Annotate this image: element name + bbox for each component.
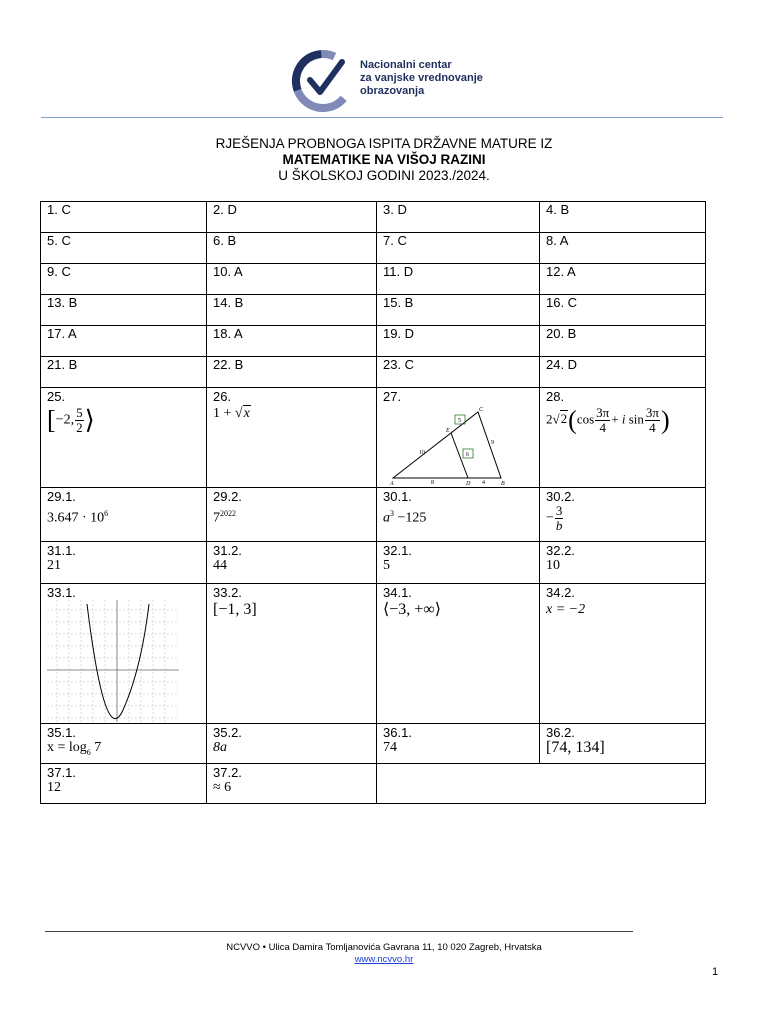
answer-25-math: [−2, $\frac{5}{2}$ ⟩ xyxy=(47,405,95,435)
fraction: $\frac{5}{2}$ xyxy=(76,405,83,435)
answer-cell-27 xyxy=(377,388,540,488)
answer-35-1-math xyxy=(47,740,200,760)
right-angle-bracket: ⟩ xyxy=(84,405,95,435)
table-row xyxy=(41,357,706,388)
question-number: 30.2. xyxy=(546,489,575,504)
question-number: 33.1. xyxy=(47,585,76,600)
question-number: 32.1. xyxy=(383,543,412,558)
logo-line-2: za vanjske vrednovanje xyxy=(360,72,483,84)
answer-30-1-math xyxy=(383,506,533,526)
answer-cell: 16. C xyxy=(540,295,706,326)
logo-line-3: obrazovanja xyxy=(360,85,425,97)
answer-cell: 18. A xyxy=(207,326,377,357)
table-row xyxy=(41,264,706,295)
answer-value: 5 xyxy=(383,558,390,573)
denominator: b xyxy=(555,518,563,533)
answer-cell-35-1 xyxy=(41,724,207,764)
table-row xyxy=(41,488,706,542)
header-divider xyxy=(41,117,723,118)
answer-value: ≈ 6 xyxy=(213,780,232,795)
logo-line-1: Nacionalni centar xyxy=(360,59,452,71)
vertex-c: C xyxy=(479,407,484,413)
table-row xyxy=(41,326,706,357)
log-base: 6 xyxy=(86,747,91,757)
answer-cell-32-2 xyxy=(540,542,706,584)
vertex-a: A xyxy=(390,481,394,486)
question-number: 27. xyxy=(383,389,402,404)
numerator: 3 xyxy=(555,503,563,518)
side-10: 10 xyxy=(419,450,425,456)
exponent: 2022 xyxy=(220,509,236,518)
table-row xyxy=(41,295,706,326)
suffix-text: 7 xyxy=(90,740,102,755)
vertex-d: D xyxy=(466,481,471,486)
page-title xyxy=(0,136,768,184)
answer-cell-33-2 xyxy=(207,584,377,724)
exponent: 6 xyxy=(104,509,109,518)
question-number: 28. xyxy=(546,389,565,404)
box-label-5: 5 xyxy=(458,418,461,424)
footer-address: NCVVO • Ulica Damira Tomljanovića Gavrana 11, 10 020 Zagreb, Hrvatska xyxy=(226,942,542,953)
question-number: 26. xyxy=(213,389,232,404)
question-number: 31.2. xyxy=(213,543,242,558)
answer-26-math: 1 + √x xyxy=(213,406,250,421)
answer-value: 74 xyxy=(383,740,397,755)
sign: − xyxy=(546,510,554,526)
answer-cell-30-1 xyxy=(377,488,540,542)
question-number: 35.2. xyxy=(213,725,242,740)
answer-cell-29-2 xyxy=(207,488,377,542)
question-number: 36.1. xyxy=(383,725,412,740)
side-9: 9 xyxy=(491,440,494,446)
table-row xyxy=(41,584,706,724)
answer-cell-26 xyxy=(207,388,377,488)
answer-value: [−1, 3] xyxy=(213,601,257,618)
answer-cell: 4. B xyxy=(540,202,706,233)
empty-cell xyxy=(377,764,706,804)
answer-cell-31-1 xyxy=(41,542,207,584)
answer-29-2-math xyxy=(213,506,370,526)
answer-cell-37-1 xyxy=(41,764,207,804)
question-number: 37.1. xyxy=(47,765,76,780)
answer-cell: 10. A xyxy=(207,264,377,295)
logo-text xyxy=(360,59,483,98)
answer-cell: 2. D xyxy=(207,202,377,233)
answer-value: ⟨−3, +∞⟩ xyxy=(383,601,441,618)
answer-cell: 6. B xyxy=(207,233,377,264)
answer-cell-32-1 xyxy=(377,542,540,584)
question-number: 34.2. xyxy=(546,585,575,600)
answer-cell-28 xyxy=(540,388,706,488)
question-number: 37.2. xyxy=(213,765,242,780)
base-text: 3.647 · 10 xyxy=(47,510,105,526)
answer-28-math: 2√2(cos $\frac{3\pi}{4}$ + i sin $\frac{3\pi}{4}$ ) xyxy=(546,405,670,435)
title-line-1: RJEŠENJA PROBNOGA ISPITA DRŽAVNE MATURE IZ xyxy=(215,136,553,151)
side-4: 4 xyxy=(482,480,485,486)
answer-value: [74, 134] xyxy=(546,739,605,756)
answer-value: 21 xyxy=(47,558,61,573)
question-number: 36.2. xyxy=(546,725,575,740)
checkmark-circle-logo-icon xyxy=(290,48,360,114)
answer-cell: 5. C xyxy=(41,233,207,264)
answer-30-2-math xyxy=(546,504,699,533)
exponent: 3 xyxy=(390,509,394,518)
answers-table xyxy=(40,201,706,804)
parabola-graph xyxy=(47,600,179,722)
table-row xyxy=(41,764,706,804)
left-bracket: [ xyxy=(47,405,56,435)
answer-cell-37-2 xyxy=(207,764,377,804)
question-number: 25. xyxy=(47,389,66,404)
question-number: 33.2. xyxy=(213,585,242,600)
answer-cell: 17. A xyxy=(41,326,207,357)
question-number: 32.2. xyxy=(546,543,575,558)
answer-cell-29-1 xyxy=(41,488,207,542)
answer-cell: 22. B xyxy=(207,357,377,388)
title-line-2: MATEMATIKE NA VIŠOJ RAZINI xyxy=(282,152,486,167)
question-number: 29.2. xyxy=(213,489,242,504)
footer-divider xyxy=(45,931,633,932)
table-row xyxy=(41,724,706,764)
question-number: 29.1. xyxy=(47,489,76,504)
table-row xyxy=(41,388,706,488)
answer-cell: 7. C xyxy=(377,233,540,264)
answer-cell: 11. D xyxy=(377,264,540,295)
answer-cell: 1. C xyxy=(41,202,207,233)
variable: a xyxy=(383,510,390,526)
box-label-6: 6 xyxy=(466,452,469,458)
vertex-b: B xyxy=(501,481,505,486)
page-number: 1 xyxy=(712,966,719,978)
answer-cell: 24. D xyxy=(540,357,706,388)
answer-cell: 12. A xyxy=(540,264,706,295)
footer xyxy=(0,942,768,966)
question-number: 34.1. xyxy=(383,585,412,600)
table-row xyxy=(41,202,706,233)
answer-cell: 19. D xyxy=(377,326,540,357)
base-text: 7 xyxy=(213,510,220,526)
question-number: 30.1. xyxy=(383,489,412,504)
fraction xyxy=(555,504,564,533)
answer-cell: 15. B xyxy=(377,295,540,326)
answer-cell: 3. D xyxy=(377,202,540,233)
answer-29-1-math xyxy=(47,506,200,526)
prefix-text: x = log xyxy=(47,740,87,755)
answer-value: 12 xyxy=(47,780,61,795)
vertex-e: E xyxy=(446,428,450,434)
answer-cell: 21. B xyxy=(41,357,207,388)
answer-cell-25 xyxy=(41,388,207,488)
answer-cell: 13. B xyxy=(41,295,207,326)
answer-cell: 9. C xyxy=(41,264,207,295)
answer-value: 44 xyxy=(213,558,227,573)
answer-cell-36-2 xyxy=(540,724,706,764)
table-row xyxy=(41,542,706,584)
answer-value: 8a xyxy=(213,740,227,755)
answer-cell-33-1 xyxy=(41,584,207,724)
answer-cell-34-2 xyxy=(540,584,706,724)
answer-cell: 23. C xyxy=(377,357,540,388)
question-number: 31.1. xyxy=(47,543,76,558)
answer-cell: 8. A xyxy=(540,233,706,264)
answer-cell-31-2 xyxy=(207,542,377,584)
title-line-3: U ŠKOLSKOJ GODINI 2023./2024. xyxy=(278,168,490,183)
footer-link[interactable]: www.ncvvo.hr xyxy=(354,954,414,965)
answer-cell-35-2 xyxy=(207,724,377,764)
answer-value: 10 xyxy=(546,558,560,573)
answer-cell-34-1 xyxy=(377,584,540,724)
triangle-figure xyxy=(383,406,513,486)
answer-cell: 14. B xyxy=(207,295,377,326)
answer-cell: 20. B xyxy=(540,326,706,357)
answer-value: x = −2 xyxy=(546,602,586,617)
question-number: 35.1. xyxy=(47,725,76,740)
side-8: 8 xyxy=(431,480,434,486)
answer-cell-36-1 xyxy=(377,724,540,764)
answer-cell-30-2 xyxy=(540,488,706,542)
rest-text: −125 xyxy=(394,510,427,526)
table-row xyxy=(41,233,706,264)
